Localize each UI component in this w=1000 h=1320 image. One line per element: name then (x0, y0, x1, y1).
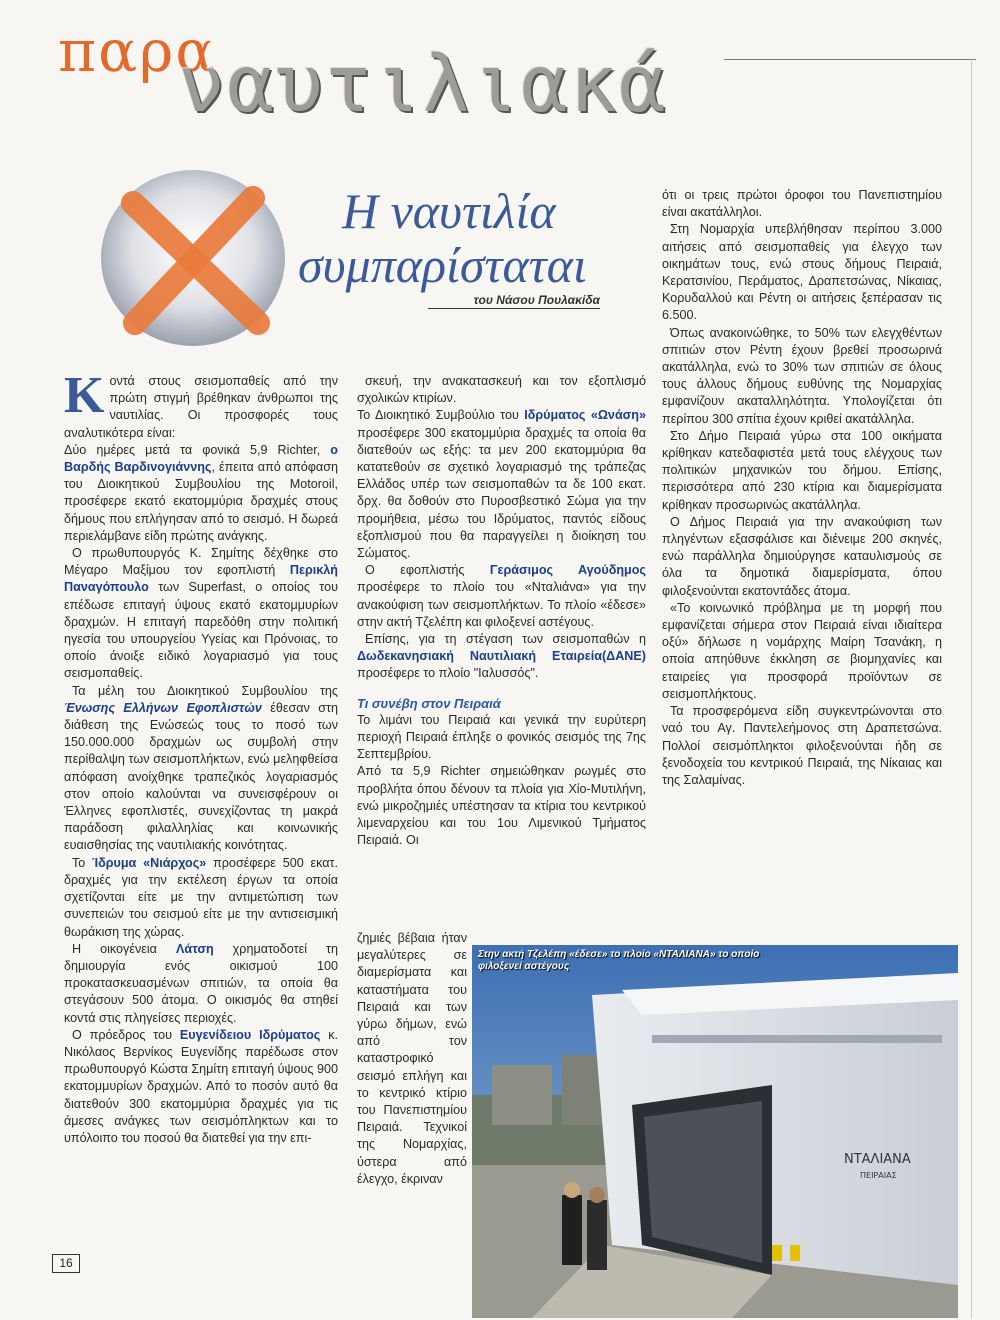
ferry-photo (472, 945, 958, 1318)
text: Ο πρόεδρος του (72, 1027, 180, 1042)
byline: του Νάσου Πουλακίδα (428, 293, 600, 309)
text: προσέφερε το πλοίο "Ιαλυσσός". (357, 666, 539, 681)
paragraph: Ο Δήμος Πειραιά για την ανακούφιση των πληγέντων εξασφάλισε και διένειμε 200 σκηνές, ενώ παράλληλα δημιούργησε καταυλισμούς σε όλα τα δημοτικά διαμερίσματα, όπου φιλοξενούνται εκατοντάδες άτομα. (662, 514, 942, 598)
paragraph: οντά στους σεισμοπαθείς από την πρώτη στιγμή βρέθηκαν άνθρωποι της ναυτιλίας. Οι προσφορές τους αναλυτικότερα είναι: (64, 374, 338, 440)
column-3 (662, 187, 942, 789)
name-shipowners-union: Ένωσης Ελλήνων Εφοπλιστών (64, 700, 262, 715)
name-latsis: Λάτση (175, 941, 214, 956)
x-graphic-icon (93, 163, 293, 353)
text: Η οικογένεια (72, 941, 176, 956)
paragraph: Στη Νομαρχία υπεβλήθησαν περίπου 3.000 αιτήσεις από σεισμοπαθείς για έλεγχο των οικημάτων τους, ενώ στους δήμους Πειραιά, Κερατσινίου, Περάματος, Δραπετσώνας, Νίκαιας, Κορυδαλλού και Ρέντη οι αιτήσεις ξεπέρασαν τις 6.500. (662, 222, 942, 323)
paragraph: Το λιμάνι του Πειραιά και γενικά την ευρύτερη περιοχή Πειραιά έπληξε ο φονικός σεισμός της 7ης Σεπτεμβρίου. (357, 712, 646, 762)
text: Δύο ημέρες μετά τα φονικά 5,9 Richter, (64, 442, 331, 457)
text: των Superfast, ο οποίος του επέδωσε επιταγή ύψους εκατό εκατομμυρίων δραχμών. Η επιταγή παρεδόθη στην πολιτική ηγεσία του υπουργείου Υγείας και Πρόνοιας, το οποίο άνοιξε ειδικό λογαριασμό για τους σεισμοπαθείς. (64, 580, 338, 681)
text: , έπειτα από απόφαση του Διοικητικού Συμβουλίου της Motoroil, προσέφερε εκατό εκατομμύρια δραχμές στους δήμους που επλήγησαν από το σεισμό. Η δωρεά περιελάμβανε είδη πρώτης ανάγκης. (64, 460, 338, 543)
name-vardinogiannis: ο Βαρδής Βαρδινογιάννης (64, 442, 338, 475)
paragraph: Από τα 5,9 Richter σημειώθηκαν ρωγμές στο προβλήτα όπου δένουν τα πλοία για Χίο-Μυτιλήνη, ενώ μικροζημιές υπέστησαν τα κτίρια του κεντρικού λιμεναρχείου και του 1ου Λιμενικού Τμήματος Πειραιά. Οι (357, 764, 646, 848)
text: έθεσαν στη διάθεση της Ενώσεώς τους το ποσό των 150.000.000 δραχμών ως συμβολή στην περίθαλψη των σεισμοπλήκτων, ενώ μεληφθείσα απόφαση ανοίχθηκε τραπεζικός λογαριασμός στον οποίο καλούνται να συνεισφέρουν οι Έλληνες εφοπλιστές, συνεχίζοντας τη μακρά παράδοση φιλαλληλίας και κοινωνικής ευαισθησίας της ναυτιλιακής κοινότητας. (64, 700, 338, 853)
text: προσέφερε 300 εκατομμύρια δραχμές τα οποία θα διατεθούν ως εξής: τα μεν 200 εκατομμύρια θα κατατεθούν σε σχετικό λογαριασμό της τράπεζας Ελλάδος υπέρ των σεισμοπαθών τα δε 100 εκατ. δρχ. θα δοθούν στο Πυροσβεστικό Σώμα για την προμήθεια, μέσω του Ιδρύματος, παντός είδους εξοπλισμού που θα παραγγείλει η διοίκηση του Σώματος. (357, 425, 646, 561)
text: Το (72, 855, 93, 870)
page-number: 16 (52, 1254, 80, 1273)
name-niarchos: Ίδρυμα «Νιάρχος» (92, 855, 207, 870)
text: Το Διοικητικό Συμβούλιο του (357, 408, 525, 423)
masthead-prefix: παρα (58, 17, 217, 85)
column-1 (64, 367, 339, 1147)
paragraph: σκευή, την ανακατασκευή και τον εξοπλισμό σχολικών κτιρίων. (357, 374, 646, 406)
paragraph: ζημιές βέβαια ήταν μεγαλύτερες σε διαμερίσματα και καταστήματα του Πειραιά και των γύρω δήμων, ενώ από τον καταστροφικό σεισμό επλήγη και το κεντρικό κτίριο του Πανεπιστημίου Πειραιά. Τεχνικοί της Νομαρχίας, ύστερα από έλεγχο, έκριναν (357, 931, 467, 1186)
name-agoudimos: Γεράσιμος Αγούδημος (489, 563, 646, 578)
name-eugenides: Ευγενίδειου Ιδρύματος (179, 1027, 321, 1042)
text: Τα μέλη του Διοικητικού Συμβουλίου της (72, 683, 338, 698)
article-title-line1: Η ναυτιλία (342, 183, 556, 239)
text: χρηματοδοτεί τη δημιουργία ενός οικισμού 100 προκατασκευασμένων σπιτιών, τα οποία θα στεγάσουν 500 άτομα. Ο οικισμός θα στηθεί κοντά στις πληγείσες περιοχές. (64, 941, 338, 1025)
text: Ο εφοπλιστής (365, 563, 490, 578)
column-2-continued (357, 930, 467, 1188)
ship-name: ΝΤΑΛΙΑΝΑ (844, 1152, 911, 1167)
paragraph: ότι οι τρεις πρώτοι όροφοι του Πανεπιστημίου είναι ακατάλληλοι. (662, 188, 942, 220)
paragraph: Στο Δήμο Πειραιά γύρω στα 100 οικήματα κρίθηκαν κατεδαφιστέα μετά τους ελέγχους των πολιτικών μηχανικών του δήμου. Επίσης, περισσότερα από 230 κτίρια και διαμερίσματα κρίθηκαν προσωρινώς ακατάλληλα. (662, 428, 942, 512)
page-edge-rule (971, 58, 972, 1318)
text: Επίσης, για τη στέγαση των σεισμοπαθών η (365, 632, 646, 647)
paragraph: Τα προσφερόμενα είδη συγκεντρώνονται στο ναό του Αγ. Παντελεήμονος στη Δραπετσώνα. Πολλοί σεισμόπληκτοι φιλοξενούνται ήδη σε ξενοδοχεία του κεντρικού Πειραιά, της Νίκαιας και της Σαλαμίνας. (662, 704, 942, 787)
text: προσέφερε 500 εκατ. δραχμές για την εκτέλεση έργων τα οποία σχετίζονται είτε με την αντιμετώπιση των συνεπειών του σεισμού είτε με την αντισεισμική θωράκιση της χώρας. (64, 855, 339, 939)
column-2 (357, 373, 646, 849)
masthead-rule (724, 59, 976, 60)
text: κ. Νικόλαος Βερνίκος Ευγενίδης παρέδωσε στον πρωθυπουργό Κώστα Σημίτη επιταγή ύψους 900 εκατομμυρίων δραχμών. Από το ποσόν αυτό θα διατεθούν 300 εκατομμύρια δραχμές για τις άμεσες ανάγκες των σεισμόπληκτων και το υπόλοιπο του ποσού θα διατεθεί για την επι- (64, 1027, 339, 1145)
name-dane: Δωδεκανησιακή Ναυτιλιακή Εταιρεία(ΔΑΝΕ) (357, 649, 646, 664)
ship-port: ΠΕΙΡΑΙΑΣ (860, 1171, 897, 1180)
text: Ο πρωθυπουργός Κ. Σημίτης δέχθηκε στο Μέγαρο Μαξίμου τον εφοπλιστή (64, 546, 338, 578)
name-panagopoulos: Περικλή Παναγόπουλο (64, 563, 338, 595)
paragraph: «Το κοινωνικό πρόβλημα με τη μορφή που εμφανίζεται σήμερα στον Πειραιά είναι ιδιαίτερα οξύ» δήλωσε η νομάρχης Μαίρη Τσανάκη, η οποία απηύθυνε έκκληση σε βιομηχανίες και εταιρείες για προσφορά προϊόντων σε σεισμοπλήκτους. (662, 600, 942, 701)
name-onassis: Ιδρύματος «Ωνάση» (524, 408, 646, 423)
drop-cap: Κ (64, 367, 105, 424)
photo-caption: Στην ακτή Τζελέπη «έδεσε» το πλοίο «ΝΤΑΛΙΑΝΑ» το οποίο φιλοξενεί αστέγους (478, 949, 760, 972)
section-subheading: Τι συνέβη στον Πειραιά (357, 695, 501, 711)
paragraph: Όπως ανακοινώθηκε, το 50% των ελεγχθέντων σπιτιών στον Ρέντη έχουν βρεθεί προσωρινά ακατάλληλα, ενώ το 30% των σπιτιών σε όλους τους άλλους δήμους ευθύνης της Νομαρχίας εμφανίζουν ακαταλληλότητα. Υπολογίζεται ότι περίπου 300 σπίτια έχουν κριθεί ακατάλληλα. (662, 325, 942, 426)
masthead-word: ναυτιλιακά (178, 40, 668, 130)
article-title-line2: συμπαρίσταται (298, 237, 587, 293)
text: προσέφερε το πλοίο του «Νταλιάνα» για την ανακούφιση των σεισμοπλήκτων. Το πλοίο «έδεσε» στην ακτή Τζελέπη και φιλοξενεί αστέγους. (357, 580, 646, 629)
